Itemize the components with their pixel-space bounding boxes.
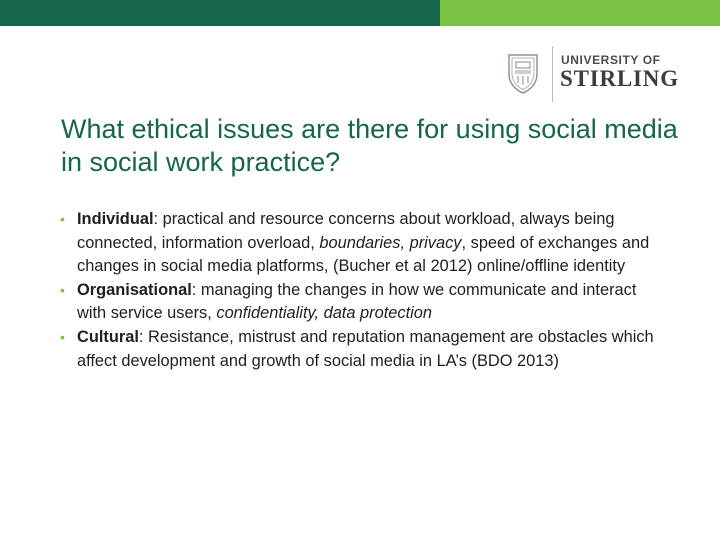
bullet-separator: :: [153, 210, 163, 228]
bullet-text: managing the changes in how we communicate and interact with service users,: [77, 280, 637, 323]
bullet-item-cultural: [60, 326, 670, 373]
university-crest-icon: [506, 52, 540, 94]
bullet-emphasis: confidentiality, data protection: [216, 304, 433, 323]
bullet-icon: •: [60, 211, 65, 227]
bullet-text: Resistance, mistrust and reputation management are obstacles which affect development and growth of social media in LA’s (BDO 2013): [77, 327, 654, 370]
bullet-separator: :: [191, 280, 201, 299]
bullet-term: Cultural: [77, 327, 139, 346]
bullet-icon: •: [60, 328, 65, 345]
bullet-separator: :: [138, 327, 149, 346]
header-bar: [0, 0, 720, 26]
bullet-term: Individual: [77, 210, 154, 228]
bullet-emphasis: boundaries, privacy: [319, 233, 462, 252]
logo-divider: [552, 46, 553, 102]
logo-text-line2: STIRLING: [560, 66, 679, 91]
header-bar-dark: [0, 0, 440, 26]
bullet-term: Organisational: [77, 280, 192, 299]
bullet-icon: •: [60, 281, 65, 298]
university-logo: [500, 44, 690, 104]
bullet-list: [60, 208, 670, 373]
header-bar-light: [440, 0, 720, 26]
bullet-text-continued: , speed of exchanges and changes in social media platforms, (Bucher et al 2012) online/offline identity: [77, 233, 650, 276]
slide-title: What ethical issues are there for using social media in social work practice?: [61, 114, 678, 177]
logo-text-line1: UNIVERSITY OF: [561, 53, 661, 67]
bullet-text: practical and resource concerns about workload, always being connected, information overload,: [77, 210, 615, 252]
bullet-item-individual: [60, 208, 670, 279]
bullet-item-organisational: [60, 279, 670, 326]
